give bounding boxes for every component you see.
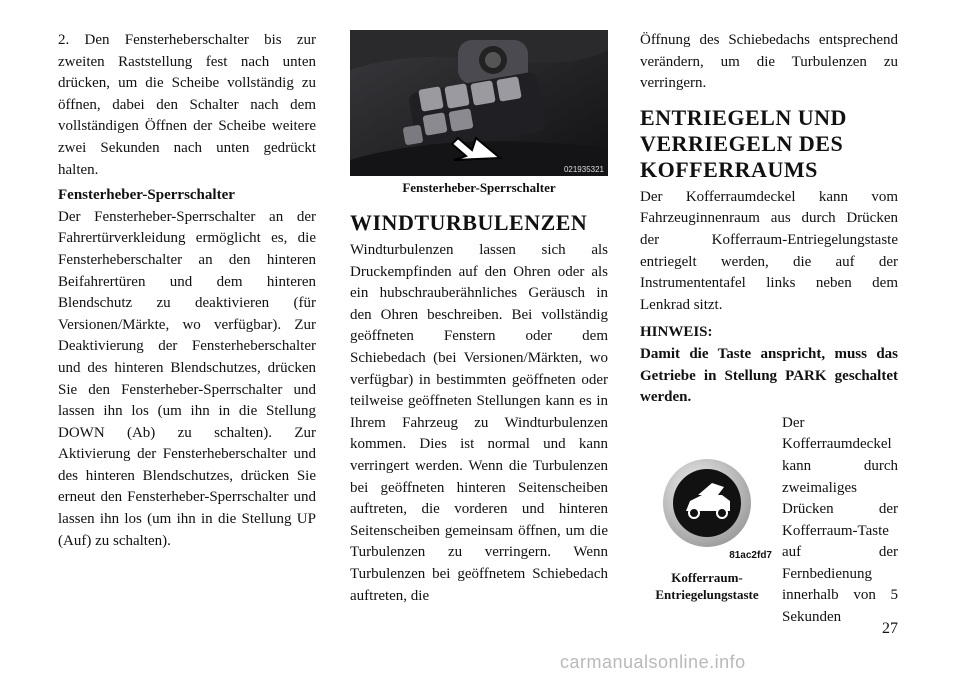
- figure-caption: Fensterheber-Sperrschalter: [402, 180, 556, 195]
- trunk-figure-block: [640, 413, 898, 645]
- note-label: HINWEIS:: [640, 324, 713, 341]
- page-number: 27: [882, 620, 898, 637]
- column-right: [640, 30, 898, 645]
- door-panel-illustration: [350, 30, 608, 176]
- subheading-lock-switch: Fensterheber-Sperrschalter: [58, 187, 235, 204]
- watermark: carmanualsonline.info: [560, 652, 746, 672]
- note-text: Damit die Taste anspricht, muss das Getriebe in Stellung PARK geschaltet werden.: [640, 345, 898, 406]
- paragraph-sunroof-cont: Öffnung des Schiebedachs entsprechend verändern, um die Turbulenzen zu verringern.: [640, 32, 898, 92]
- trunk-button-image: [640, 453, 774, 561]
- paragraph-wind-turbulence: Windturbulenzen lassen sich als Druckempfinden auf den Ohren oder als ein hubschrauberähnliches Geräusch in den Ohren beschreiben. Bei vollständig geöffneten Fenstern oder dem Schiebedach (bei Versionen/Märkten, wo verfügbar) in bestimmten geöffneten oder teilweise geöffneten Stellungen kann es in Ihrem Fahrzeug zu Windturbulenzen kommen. Dies ist normal und kann verringert werden. Wenn die Turbulenzen bei geöffneten hinteren Seitenscheiben auftreten, die vorderen und hinteren Seitenscheiben gemeinsam öffnen, um die Turbulenzen zu verringern. Wenn Turbulenzen bei geöffnetem Schiebedach auftreten, die: [350, 242, 608, 604]
- heading-wind-turbulence: WINDTURBULENZEN: [350, 210, 588, 235]
- figure-id: 81ac2fd7: [729, 549, 772, 561]
- paragraph-trunk-remote: Der Kofferraumdeckel kann durch zweimaliges Drücken der Kofferraum-Taste auf der Fernbedienung innerhalb von 5 Sekunden: [782, 414, 898, 626]
- trunk-release-icon: [640, 453, 774, 561]
- figure-id: 021935321: [563, 165, 604, 174]
- paragraph-trunk-release: Der Kofferraumdeckel kann vom Fahrzeuginnenraum aus durch Drücken der Kofferraum-Entriegelungstaste entriegelt werden, die auf der Instrumententafel links neben dem Lenkrad sitzt.: [640, 188, 898, 313]
- column-middle: [350, 30, 608, 607]
- heading-trunk-release: ENTRIEGELN UND VERRIEGELN DES KOFFERRAUMS: [640, 104, 847, 182]
- paragraph-lock-switch: Der Fensterheber-Sperrschalter an der Fahrertürverkleidung ermöglicht es, die Fensterheberschalter an den hinteren Beifahrertüren und dem hinteren Blendschutz zu deaktivieren (für Versionen/Märkte, wo verfügbar). Zur Deaktivierung der Fensterheberschalter und des hinteren Blendschutzes, drücken Sie den Fensterheber-Sperrschalter und lassen ihn los (um ihn in die Stellung DOWN (Ab) zu schalten). Zur Aktivierung der Fensterheberschalter und des hinteren Blendschutzes, drücken Sie erneut den Fensterheber-Sperrschalter und lassen ihn los (um ihn in die Stellung UP (Auf) zu schalten).: [58, 208, 316, 549]
- paragraph-window-open: 2. Den Fensterheberschalter bis zur zweiten Raststellung fest nach unten drücken, um die Scheibe vollständig zu öffnen, dabei den Schalter nach dem vollständigen Öffnen der Scheibe weitere zwei Sekunden nach unten gedrückt halten.: [58, 32, 316, 178]
- column-left: [58, 30, 316, 552]
- figure-window-switch: [350, 30, 608, 196]
- figure-caption: Kofferraum-Entriegelungstaste: [655, 569, 759, 602]
- trunk-float-text: [782, 413, 898, 629]
- window-switch-photo: [350, 30, 608, 176]
- figure-trunk-button: [640, 453, 774, 603]
